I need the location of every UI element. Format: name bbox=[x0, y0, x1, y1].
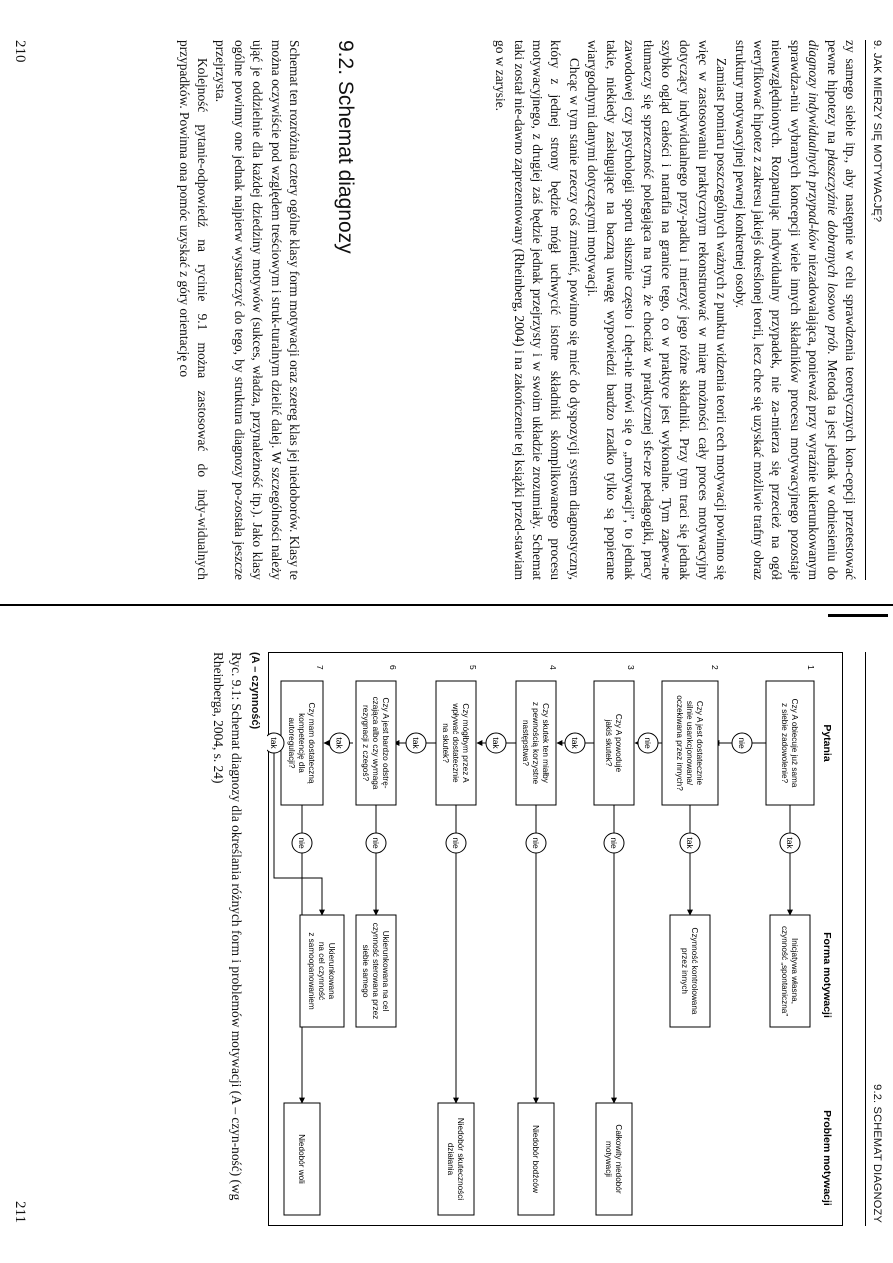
question-box-5 bbox=[436, 681, 476, 805]
left-page bbox=[0, 0, 893, 612]
body-paragraph-3: Chcąc w tym stanie rzeczy coś zmienić, powinno się mieć do dyspozycji system diagnostyczny, który z jednej strony będzie mógł uchwycić istotne składniki skomplikowanego procesu motywacyjnego, z drugiej zaś będzie jednak przejrzysty i w swoim układzie zrozumiały. Schemat taki został nie-dawno zaprezentowany (Rheinberg, 2004) i na zakończenie tej książki przed-stawiam go w zarysie. bbox=[493, 40, 582, 580]
svg-text:Niedobór woli: Niedobór woli bbox=[297, 1134, 306, 1184]
step-number-4: 4 bbox=[548, 665, 558, 670]
section-paragraph-2: Kolejność pytanie-odpowiedź na rycinie 9.1 można zastosować do indy-widualnych przypadków. Powinna ona pomóc uzyskać z góry orientację co bbox=[176, 40, 210, 580]
answer-bubble-horizontal-7 bbox=[292, 833, 312, 853]
svg-text:na skutek?: na skutek? bbox=[441, 723, 450, 763]
svg-text:Czy A jest bardzo odstrę-: Czy A jest bardzo odstrę- bbox=[381, 697, 390, 789]
answer-bubble-horizontal-6 bbox=[366, 833, 386, 853]
answer-bubble-horizontal-3 bbox=[604, 833, 624, 853]
section-body-text bbox=[174, 40, 303, 580]
svg-text:nie: nie bbox=[371, 837, 381, 849]
svg-text:czynność „spontaniczna”: czynność „spontaniczna” bbox=[780, 925, 789, 1017]
question-box-3 bbox=[594, 681, 634, 805]
svg-text:tak: tak bbox=[785, 837, 795, 849]
svg-text:nie: nie bbox=[609, 837, 619, 849]
problem-box-7 bbox=[284, 1103, 320, 1215]
figure-caption: Ryc. 9.1: Schemat diagnozy dla określania różnych form i problemów motywacji (A – czyn-ność) (wg Rheinberga, 2004, s. 24) bbox=[210, 652, 244, 1201]
svg-text:oczekiwana przez innych?: oczekiwana przez innych? bbox=[675, 695, 684, 791]
svg-text:tak: tak bbox=[334, 737, 345, 749]
left-running-head: 9. JAK MIERZY SIĘ MOTYWACJĘ? bbox=[871, 40, 883, 223]
answer-bubble-vertical-4 bbox=[486, 733, 506, 753]
svg-text:Czy skutek ten miałby: Czy skutek ten miałby bbox=[541, 703, 550, 783]
question-box-2 bbox=[662, 681, 718, 805]
svg-text:Całkowity niedobór: Całkowity niedobór bbox=[614, 1124, 623, 1194]
svg-text:Ukierunkowana na cel: Ukierunkowana na cel bbox=[381, 930, 390, 1012]
body-paragraph-2: Zamiast pomiaru poszczególnych ważnych z punktu widzenia teorii cech motywacji powinno się więc w zastosowaniu praktycznym rekonstruować w miarę możności cały proces motywacyjny dotyczący indywidualnego przy-padku i mierzyć jego różne składniki. Przy tym traci się jednak szybko ogląd całości i natrafia na granice tego, co w praktyce jest wykonalne. Tym zapew-ne tłumaczy się sprzeczność polegająca na tym, że chociaż w praktycznej sfe-rze pedagogiki, pracy zawodowej czy psychologii sportu słusznie często i chęt-nie mówi się o „motywacji”, to jednak takie, niekiedy zasługujące na baczną uwagę wypowiedzi bardzo rzadko tylko są popierane wiarygodnymi danymi dotyczącymi motywacji. bbox=[585, 40, 730, 580]
svg-text:Ukierunkowana: Ukierunkowana bbox=[327, 942, 336, 1000]
answer-bubble-vertical-3 bbox=[565, 733, 585, 753]
svg-text:na cel czynność: na cel czynność bbox=[317, 941, 326, 1001]
form-box-1 bbox=[770, 915, 810, 1027]
answer-bubble-horizontal-4 bbox=[526, 833, 546, 853]
step-number-3: 3 bbox=[626, 665, 636, 670]
svg-text:nie: nie bbox=[737, 737, 747, 749]
problem-box-4 bbox=[518, 1103, 554, 1215]
answer-bubble-vertical-5 bbox=[406, 733, 426, 753]
page-fold bbox=[0, 604, 893, 606]
right-page bbox=[0, 612, 893, 1263]
right-page-number: 211 bbox=[12, 1201, 28, 1223]
svg-text:nie: nie bbox=[643, 737, 653, 749]
step-number-2: 2 bbox=[710, 665, 720, 670]
step-number-6: 6 bbox=[388, 665, 398, 670]
left-page-number: 210 bbox=[12, 40, 28, 63]
answer-bubble-horizontal-5 bbox=[446, 833, 466, 853]
figure-frame bbox=[268, 652, 843, 1226]
column-header-forms: Forma motywacji bbox=[821, 932, 833, 1018]
question-box-7 bbox=[281, 681, 323, 805]
answer-bubble-vertical-2 bbox=[638, 733, 658, 753]
svg-text:czająca albo czy wymaga: czająca albo czy wymaga bbox=[371, 696, 380, 790]
svg-text:z pewnością korzystne: z pewnością korzystne bbox=[531, 701, 540, 785]
svg-text:jakiś skutek?: jakiś skutek? bbox=[604, 719, 613, 767]
svg-text:nie: nie bbox=[531, 837, 541, 849]
answer-bubble-vertical-7 bbox=[267, 733, 284, 753]
figure-legend bbox=[247, 652, 265, 729]
legend-text: (A – czynność) bbox=[249, 652, 261, 730]
svg-text:tak: tak bbox=[685, 837, 695, 849]
svg-text:Czynność kontrolowana: Czynność kontrolowana bbox=[690, 927, 699, 1015]
problem-box-5 bbox=[438, 1103, 474, 1215]
svg-text:Niedobór bodźców: Niedobór bodźców bbox=[531, 1125, 540, 1193]
svg-text:wpływać dostatecznie: wpływać dostatecznie bbox=[451, 703, 460, 783]
step-number-7: 7 bbox=[315, 665, 325, 670]
svg-text:nie: nie bbox=[451, 837, 461, 849]
answer-bubble-horizontal-1 bbox=[780, 833, 800, 853]
body-paragraph-1: zy samego siebie itp., aby następnie w celu sprawdzenia teoretycznych kon-cepcji przetestować pewne hipotezy na płaszczyźnie dobranych losowo prób. Metoda ta jest jednak w odniesieniu do diagnozy indywidualnych przypad-ków niezadowalająca, ponieważ przy wyraźnie ukierunkowanym sprawdza-niu wybranych koncepcji wiele innych składników procesu motywacyjnego pozostaje nieuwzględnionych. Rozpatrując indywidualny przypadek, nie za-mierza się przecież na ogół weryfikować hipotez z zakresu jakiejś określonej teorii, lecz chce się uzyskać możliwie trafny obraz struktury motywacyjnej pewnej konkretnej osoby. bbox=[732, 40, 858, 581]
step-number-1: 1 bbox=[806, 665, 816, 670]
answer-bubble-horizontal-2 bbox=[680, 833, 700, 853]
left-header-rule bbox=[865, 40, 866, 580]
svg-text:tak: tak bbox=[491, 737, 501, 749]
svg-text:Czy A obiecuje już sama: Czy A obiecuje już sama bbox=[790, 698, 799, 788]
svg-text:z samoopanowaniem: z samoopanowaniem bbox=[307, 932, 316, 1010]
svg-text:tak: tak bbox=[570, 737, 580, 749]
section-paragraph-1: Schemat ten rozróżnia cztery ogólne klasy form motywacji oraz szereg klas jej niedoborów. Klasy te można oczywiście pod względem treściowym i struk-turalnym dzielić dalej. W szczególności należy ująć je oddzielnie dla każdej dziedziny motywów (sukces, władza, przynależność itp.). Jako klasy ogólne powinny one jednak najpierw wystarczyć do tego, by struktura diagnozy po-została jeszcze przejrzysta. bbox=[213, 40, 302, 580]
left-body-text bbox=[491, 40, 859, 580]
section-heading: 9.2. Schemat diagnozy bbox=[334, 40, 357, 254]
svg-text:tak: tak bbox=[411, 737, 421, 749]
question-box-4 bbox=[516, 681, 556, 805]
form-boxes bbox=[300, 915, 810, 1027]
svg-text:autoregulacji?: autoregulacji? bbox=[287, 717, 296, 769]
step-number-5: 5 bbox=[468, 665, 478, 670]
svg-text:przez innych: przez innych bbox=[680, 948, 689, 994]
form-box-6 bbox=[356, 915, 396, 1027]
right-running-head: 9.2. SCHEMAT DIAGNOZY bbox=[871, 1084, 883, 1223]
problem-box-3 bbox=[596, 1103, 632, 1215]
diagnosis-flowchart bbox=[267, 653, 842, 1227]
problem-boxes bbox=[284, 1103, 632, 1215]
svg-text:Czy mam dostateczną: Czy mam dostateczną bbox=[307, 702, 316, 784]
svg-text:silnie usankcjonowana/: silnie usankcjonowana/ bbox=[685, 700, 694, 786]
svg-text:nie: nie bbox=[297, 837, 307, 849]
answer-bubble-vertical-6 bbox=[330, 733, 350, 753]
svg-text:Czy mógłbym przez A: Czy mógłbym przez A bbox=[461, 703, 470, 783]
column-header-questions: Pytania bbox=[821, 724, 833, 762]
svg-text:rezygnacji z czegoś?: rezygnacji z czegoś? bbox=[361, 705, 370, 781]
svg-text:Czy A powoduje: Czy A powoduje bbox=[614, 713, 623, 773]
form-box-2 bbox=[670, 915, 710, 1027]
svg-text:czynność sterowana przez: czynność sterowana przez bbox=[371, 922, 380, 1020]
svg-text:z siebie zadowolenie?: z siebie zadowolenie? bbox=[780, 702, 789, 784]
answer-bubble-vertical-1 bbox=[732, 733, 752, 753]
svg-text:Niedobór skuteczności: Niedobór skuteczności bbox=[456, 1117, 465, 1201]
svg-text:tak: tak bbox=[269, 737, 279, 749]
svg-text:kompetencję dla: kompetencję dla bbox=[297, 713, 306, 773]
column-header-problems: Problem motywacji bbox=[821, 1110, 833, 1206]
form-box-7 bbox=[300, 915, 344, 1027]
svg-text:działania: działania bbox=[446, 1142, 455, 1176]
svg-text:Inicjatywa własna,: Inicjatywa własna, bbox=[790, 938, 799, 1004]
svg-text:następstwa?: następstwa? bbox=[521, 720, 530, 766]
svg-text:siebie samego: siebie samego bbox=[361, 944, 370, 998]
question-box-6 bbox=[356, 681, 396, 805]
svg-text:motywacji: motywacji bbox=[604, 1141, 613, 1177]
svg-text:Czy A jest dostatecznie: Czy A jest dostatecznie bbox=[695, 700, 704, 786]
question-box-1 bbox=[766, 681, 814, 805]
right-header-rule bbox=[865, 652, 866, 1226]
